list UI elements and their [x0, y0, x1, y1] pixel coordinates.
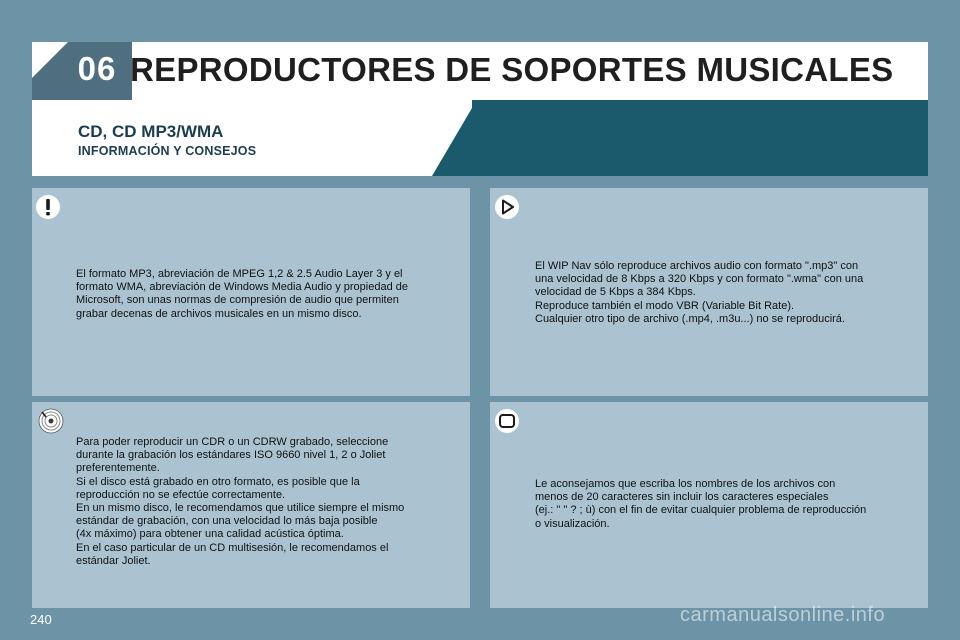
rounded-square-icon	[494, 408, 520, 434]
panel-text: Para poder reproducir un CDR o un CDRW grabado, seleccione durante la grabación los estándares ISO 9660 nivel 1, 2 o Joliet preferentemente. Si el disco está grabado en otro formato, es posible que la reproducción no se efectúe correctamente. En un mismo disco, le recomendamos que utilice siempre el mismo estándar de grabación, con una velocidad lo más baja posible (4x máximo) para obtener una calidad acústica óptima. En el caso particular de un CD multisesión, le recomendamos el estándar Joliet.	[76, 436, 405, 567]
section-subtitle: INFORMACIÓN Y CONSEJOS	[78, 144, 257, 158]
page-number: 240	[30, 612, 52, 627]
watermark: carmanualsonline.info	[680, 604, 886, 626]
section-title: CD, CD MP3/WMA	[78, 122, 224, 141]
disc-icon	[38, 408, 64, 434]
exclamation-icon	[35, 194, 61, 220]
panel-text: El formato MP3, abreviación de MPEG 1,2 & 2.5 Audio Layer 3 y el formato WMA, abreviación de Windows Media Audio y propiedad de Microsoft, son unas normas de compresión de audio que permiten grabar decenas de archivos musicales en un mismo disco.	[76, 268, 409, 320]
play-icon	[494, 194, 520, 220]
chapter-number: 06	[77, 50, 117, 87]
panel-text: Le aconsejamos que escriba los nombres de los archivos con menos de 20 caracteres sin incluir los caracteres especiales (ej.: " " ? ; ù) con el fin de evitar cualquier problema de reproducción o visualización.	[535, 478, 867, 530]
page-title: REPRODUCTORES DE SOPORTES MUSICALES	[130, 51, 894, 88]
panel-text: El WIP Nav sólo reproduce archivos audio con formato ".mp3" con una velocidad de 8 Kbps a 320 Kbps y con formato ".wma" con una velocidad de 5 Kbps a 384 Kbps. Reproduce también el modo VBR (Variable Bit Rate). Cualquier otro tipo de archivo (.mp4, .m3u...) no se reproducirá.	[535, 260, 864, 325]
